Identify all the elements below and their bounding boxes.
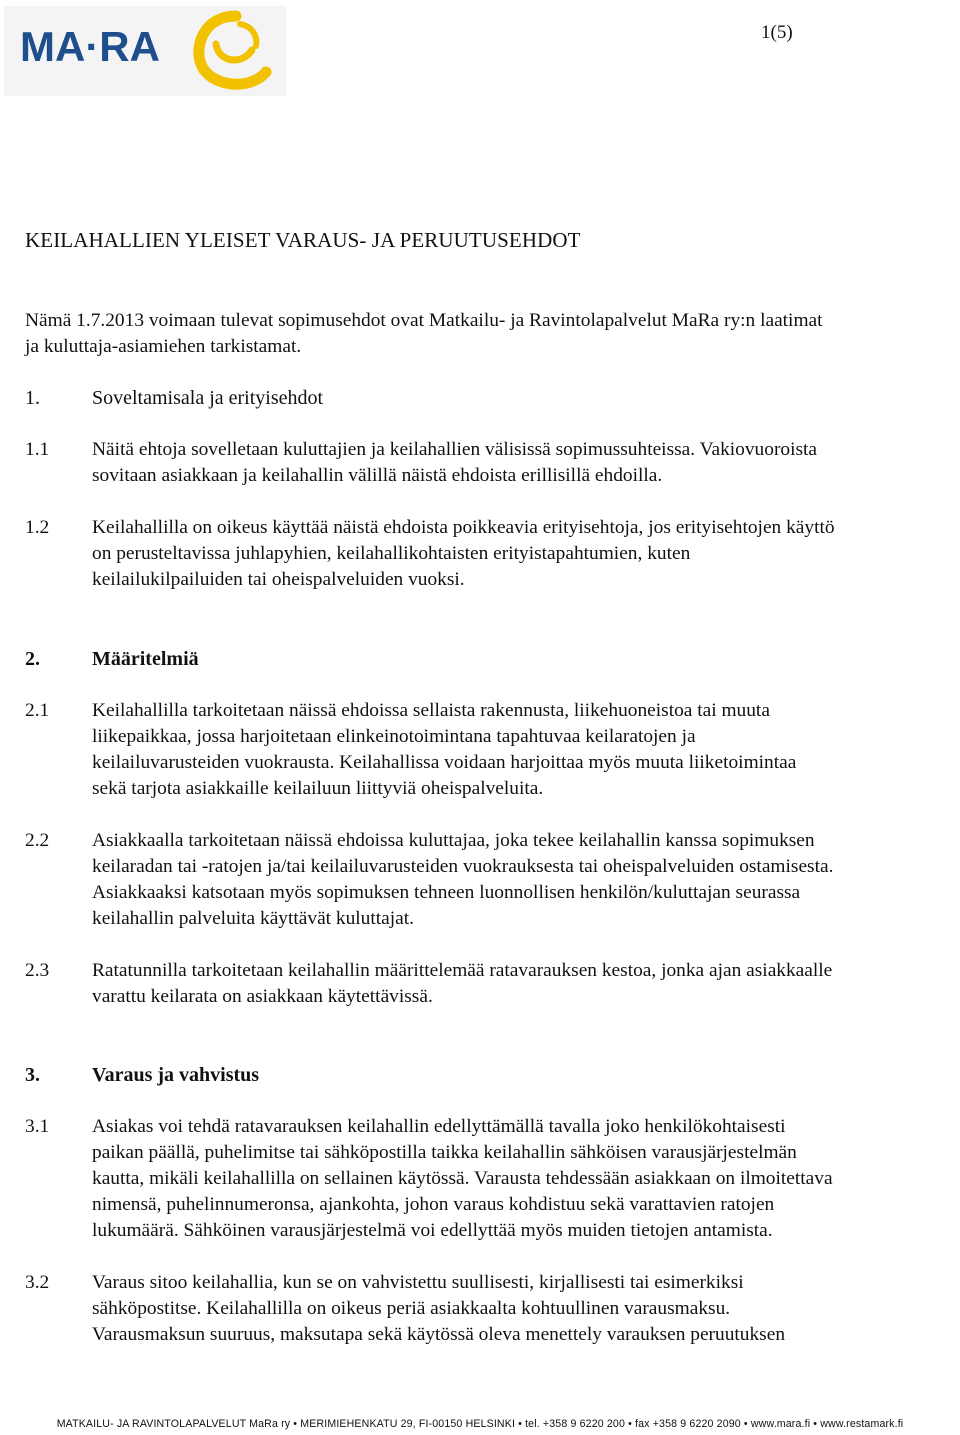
- clause-1-2-number: 1.2: [25, 517, 50, 538]
- intro-line-2: ja kuluttaja-asiamiehen tarkistamat.: [25, 336, 302, 357]
- clause-3-1-line: kautta, mikäli keilahallilla on sellainen käytössä. Varausta tehdessään asiakkaan on ilmoitettava: [92, 1168, 833, 1189]
- clause-3-2-number: 3.2: [25, 1272, 50, 1293]
- clause-2-2-number: 2.2: [25, 830, 50, 851]
- clause-2-3-line: varattu keilarata on asiakkaan käytettävissä.: [92, 986, 433, 1007]
- clause-2-1-line: Keilahallilla tarkoitetaan näissä ehdoissa sellaista rakennusta, liikehuoneistoa tai muuta: [92, 700, 770, 721]
- clause-3-1-line: nimensä, puhelinnumeronsa, ajankohta, johon varaus kohdistuu sekä varattavien ratojen: [92, 1194, 775, 1215]
- clause-2-2-line: Asiakkaaksi katsotaan myös sopimuksen tehneen luonnollisen henkilön/kuluttajan seurassa: [92, 882, 801, 903]
- clause-2-1-line: sekä tarjota asiakkaille keilailuun liittyviä oheispalveluita.: [92, 778, 544, 799]
- clause-1-2-line: on perusteltavissa juhlapyhien, keilahallikohtaisten erityistapahtumien, kuten: [92, 543, 691, 564]
- clause-3-2-line: sähköpostitse. Keilahallilla on oikeus periä asiakkaalta kohtuullinen varausmaksu.: [92, 1298, 731, 1319]
- section-3-number: 3.: [25, 1064, 40, 1086]
- clause-3-1-line: paikan päällä, puhelimitse tai sähköpostilla taikka keilahallin sähköisen varausjärjestelmän: [92, 1142, 797, 1163]
- footer-contact-info: MATKAILU- JA RAVINTOLAPALVELUT MaRa ry • MERIMIEHENKATU 29, FI-00150 HELSINKI • tel. +358 9 6220 200 • fax +358 9 6220 2090 • www.mara.fi • www.restamark.fi: [56, 1418, 904, 1430]
- clause-2-2-line: keilahallin palveluita käyttävät kuluttajat.: [92, 908, 414, 929]
- clause-1-1-number: 1.1: [25, 439, 50, 460]
- clause-2-1-number: 2.1: [25, 700, 50, 721]
- clause-3-1-line: Asiakas voi tehdä ratavarauksen keilahallin edellyttämällä tavalla joko henkilökohtaisesti: [92, 1116, 786, 1137]
- mara-logo: [4, 6, 286, 96]
- section-2-title: Määritelmiä: [92, 648, 199, 670]
- section-1-title: Soveltamisala ja erityisehdot: [92, 387, 324, 409]
- section-1-number: 1.: [25, 387, 40, 409]
- page-number: 1(5): [761, 22, 793, 43]
- clause-3-1-number: 3.1: [25, 1116, 50, 1137]
- smile-emblem-icon: [199, 16, 266, 84]
- clause-3-1-line: lukumäärä. Sähköinen varausjärjestelmä voi edellyttää myös muiden tietojen antamista.: [92, 1220, 773, 1241]
- clause-2-3-number: 2.3: [25, 960, 50, 981]
- clause-1-1-line: Näitä ehtoja sovelletaan kuluttajien ja keilahallien välisissä sopimussuhteissa. Vakiovuoroista: [92, 439, 818, 460]
- clause-2-2-line: keilaradan tai -ratojen ja/tai keilailuvarusteiden vuokrauksesta tai oheispalveluiden ostamisesta.: [92, 856, 834, 877]
- clause-1-1-line: sovitaan asiakkaan ja keilahallin välillä näistä ehdoista erillisillä ehdoilla.: [92, 465, 663, 486]
- logo-wordmark: MA·RA: [20, 23, 160, 70]
- section-2-number: 2.: [25, 648, 40, 670]
- clause-1-2-line: Keilahallilla on oikeus käyttää näistä ehdoista poikkeavia erityisehtoja, jos erityisehtojen käyttö: [92, 517, 835, 538]
- clause-1-2-line: keilailukilpailuiden tai oheispalveluiden vuoksi.: [92, 569, 465, 590]
- clause-3-2-line: Varaus sitoo keilahallia, kun se on vahvistettu suullisesti, kirjallisesti tai esimerkiksi: [92, 1272, 744, 1293]
- clause-2-1-line: keilailuvarusteiden vuokrausta. Keilahallissa voidaan harjoittaa myös muuta liiketoimintaa: [92, 752, 797, 773]
- clause-3-2-line: Varausmaksun suuruus, maksutapa sekä käytössä oleva menettely varauksen peruutuksen: [92, 1324, 786, 1345]
- intro-line-1: Nämä 1.7.2013 voimaan tulevat sopimusehdot ovat Matkailu- ja Ravintolapalvelut MaRa ry:n laatimat: [25, 310, 823, 331]
- clause-2-1-line: liikepaikkaa, jossa harjoitetaan elinkeinotoimintana tapahtuvaa keilaratojen ja: [92, 726, 696, 747]
- section-3-title: Varaus ja vahvistus: [92, 1064, 260, 1086]
- document-title: KEILAHALLIEN YLEISET VARAUS- JA PERUUTUSEHDOT: [25, 228, 581, 252]
- clause-2-2-line: Asiakkaalla tarkoitetaan näissä ehdoissa kuluttajaa, joka tekee keilahallin kanssa sopimuksen: [92, 830, 815, 851]
- clause-2-3-line: Ratatunnilla tarkoitetaan keilahallin määrittelemää ratavarauksen kestoa, jonka ajan asiakkaalle: [92, 960, 833, 981]
